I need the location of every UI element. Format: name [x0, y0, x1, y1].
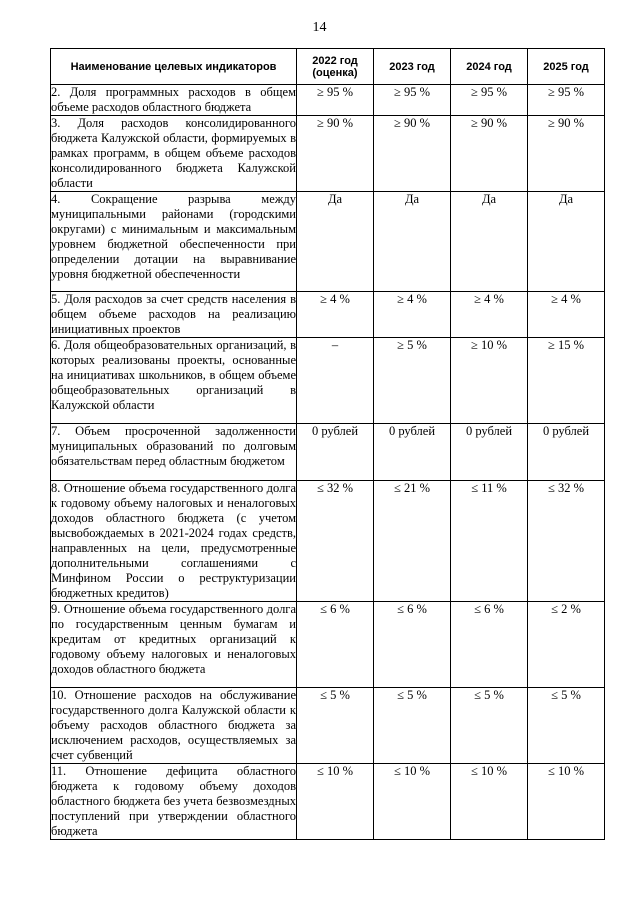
value-2024: Да [451, 192, 528, 292]
value-2024: ≥ 90 % [451, 116, 528, 192]
table-row [51, 602, 605, 688]
indicator-name: 8. Отношение объема государственного долга к годовому объему налоговых и неналоговых доходов областного бюджета (с учетом высвобождаемых в 2021-2024 годах средств, направленных на цели, предусмотренные дополнительными соглашениями с Минфином России о реструктуризации бюджетных кредитов) [51, 481, 296, 600]
table-row [51, 192, 605, 292]
value-2022: ≤ 32 % [297, 481, 374, 602]
value-2025: ≤ 2 % [528, 602, 605, 688]
value-2024: ≥ 4 % [451, 292, 528, 338]
table-row [51, 292, 605, 338]
value-2025: ≥ 90 % [528, 116, 605, 192]
indicator-name: 11. Отношение дефицита областного бюджета к годовому объему доходов областного бюджета без учета безвозмездных поступлений при утверждении областного бюджета [51, 764, 296, 838]
value-2025: ≤ 32 % [528, 481, 605, 602]
table-row [51, 688, 605, 764]
value-2025: ≤ 5 % [528, 688, 605, 764]
indicator-name: 3. Доля расходов консолидированного бюджета Калужской области, формируемых в рамках программ, в общем объеме расходов консолидированного бюджета Калужской области [51, 116, 296, 190]
value-2022: ≤ 5 % [297, 688, 374, 764]
value-2022: ≤ 6 % [297, 602, 374, 688]
table-row [51, 424, 605, 481]
table-header [51, 49, 605, 85]
indicator-name: 6. Доля общеобразовательных организаций, в которых реализованы проекты, основанные на инициативах школьников, в общем объеме общеобразовательных организаций в Калужской области [51, 338, 297, 424]
indicator-name: 4. Сокращение разрыва между муниципальными районами (городскими округами) с минимальным и максимальным уровнем бюджетной обеспеченности при определении дотации на выравнивание уровня бюджетной обеспеченности [51, 192, 297, 292]
value-2023: ≥ 4 % [374, 292, 451, 338]
value-2025: ≥ 15 % [528, 338, 605, 424]
page-number: 14 [312, 20, 327, 35]
indicators-table [50, 48, 605, 840]
value-2024: ≥ 95 % [451, 85, 528, 116]
value-2022: ≥ 95 % [297, 85, 374, 116]
table-row [51, 116, 605, 192]
indicator-name: 10. Отношение расходов на обслуживание государственного долга Калужской области к объему расходов областного бюджета за исключением расходов, осуществляемых за счет субвенций [51, 688, 296, 762]
header-year-2024: 2024 год [451, 49, 528, 85]
value-2024: ≤ 6 % [451, 602, 528, 688]
value-2022: ≥ 90 % [297, 116, 374, 192]
table-row [51, 338, 605, 424]
value-2022: ≥ 4 % [297, 292, 374, 338]
table-row [51, 85, 605, 116]
table-body [51, 85, 605, 840]
value-2023: ≤ 21 % [374, 481, 451, 602]
value-2025: ≥ 4 % [528, 292, 605, 338]
header-indicator-name: Наименование целевых индикаторов [51, 49, 297, 85]
value-2025: 0 рублей [528, 424, 605, 481]
value-2023: ≤ 6 % [374, 602, 451, 688]
indicator-name: 2. Доля программных расходов в общем объеме расходов областного бюджета [51, 85, 296, 114]
value-2025: Да [528, 192, 605, 292]
value-2022: ≤ 10 % [297, 764, 374, 840]
value-2022: Да [297, 192, 374, 292]
value-2024: ≤ 10 % [451, 764, 528, 840]
value-2024: 0 рублей [451, 424, 528, 481]
header-row [51, 49, 605, 85]
header-year-2022: 2022 год (оценка) [297, 49, 374, 85]
indicator-name: 7. Объем просроченной задолженности муниципальных образований по долговым обязательствам перед областным бюджетом [51, 424, 297, 481]
value-2024: ≥ 10 % [451, 338, 528, 424]
header-year-2023: 2023 год [374, 49, 451, 85]
indicator-name: 9. Отношение объема государственного долга по государственным ценным бумагам и кредитам от кредитных организаций к годовому объему налоговых и неналоговых доходов областного бюджета [51, 602, 297, 688]
header-year-2025: 2025 год [528, 49, 605, 85]
value-2024: ≤ 11 % [451, 481, 528, 602]
value-2024: ≤ 5 % [451, 688, 528, 764]
value-2023: Да [374, 192, 451, 292]
table-row [51, 481, 605, 602]
value-2025: ≥ 95 % [528, 85, 605, 116]
table-row [51, 764, 605, 840]
value-2023: ≥ 95 % [374, 85, 451, 116]
indicator-name: 5. Доля расходов за счет средств населения в общем объеме расходов на реализацию инициативных проектов [51, 292, 296, 336]
value-2022: – [297, 338, 374, 424]
value-2023: ≤ 5 % [374, 688, 451, 764]
value-2023: ≤ 10 % [374, 764, 451, 840]
value-2023: 0 рублей [374, 424, 451, 481]
value-2023: ≥ 5 % [374, 338, 451, 424]
value-2025: ≤ 10 % [528, 764, 605, 840]
value-2023: ≥ 90 % [374, 116, 451, 192]
value-2022: 0 рублей [297, 424, 374, 481]
